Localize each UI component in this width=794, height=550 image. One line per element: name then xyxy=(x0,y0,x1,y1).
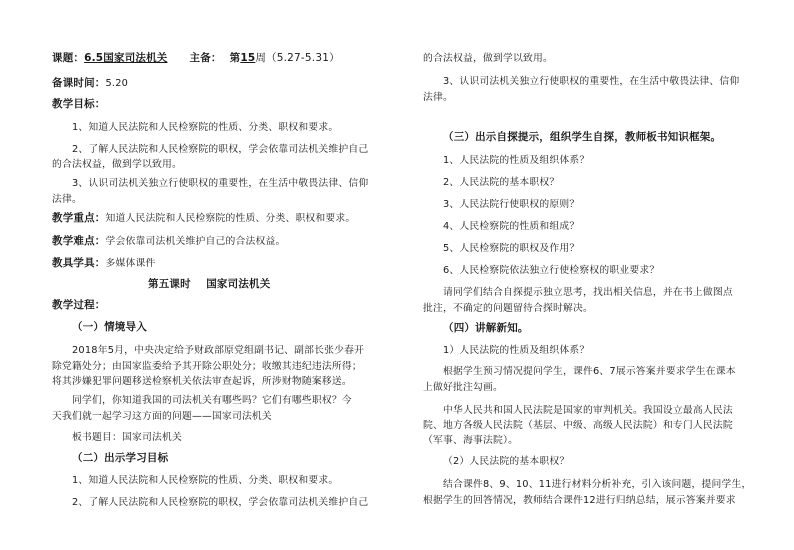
case-line-2: 除党籍处分；由国家监委给予其开除公职处分；收缴其违纪违法所得； xyxy=(52,361,362,372)
difficult-point-line xyxy=(52,235,285,248)
author-label: 主备： xyxy=(189,52,222,64)
header-line xyxy=(52,52,340,65)
difficult-point-label: 教学难点： xyxy=(52,235,106,247)
board-title-value: 国家司法机关 xyxy=(121,432,182,443)
subtopic-2: （2）人民法院的基本职权？ xyxy=(443,456,570,467)
explain-3-line-1: 结合课件8、9、10、11进行材料分析补充，引入该问题，提问学生， xyxy=(443,479,752,490)
hint-3: 3、人民法院行使职权的原则？ xyxy=(443,199,580,210)
learning-goal-2-line-1: 2、了解人民法院和人民检察院的职权，学会依靠司法机关维护自己 xyxy=(72,497,369,508)
key-point-label: 教学重点： xyxy=(52,212,106,224)
goal-3-line-1: 3、认识司法机关独立行使职权的重要性，在生活中敬畏法律、信仰 xyxy=(72,178,369,189)
learning-goal-3-line-2: 法律。 xyxy=(423,92,453,103)
week-suffix: 周（5.27-5.31） xyxy=(255,52,340,64)
hint-1: 1、人民法院的性质及组织体系？ xyxy=(443,155,590,166)
goal-2-line-1: 2、了解人民法院和人民检察院的职权，学会依靠司法机关维护自己 xyxy=(72,144,369,155)
question-line-1: 同学们，你知道我国的司法机关有哪些吗？它们有哪些职权？今 xyxy=(72,395,352,406)
hint-4: 4、人民检察院的性质和组成？ xyxy=(443,221,580,232)
explain-1-line-2: 上做好批注勾画。 xyxy=(423,382,503,393)
explain-3-line-2: 根据学生的回答情况，教师结合课件12进行归纳总结，展示答案并要求 xyxy=(423,495,736,506)
goal-3-line-2: 法律。 xyxy=(52,194,82,205)
goal-1: 1、知道人民法院和人民检察院的性质、分类、职权和要求。 xyxy=(72,122,339,133)
board-title-label: 板书题目： xyxy=(72,432,122,443)
section-2-heading: （二）出示学习目标 xyxy=(72,452,169,464)
board-title-line xyxy=(52,431,182,444)
goals-heading: 教学目标： xyxy=(52,98,106,110)
instruction-line-2: 批注，不确定的问题留待合探时解决。 xyxy=(423,303,593,314)
tools-label: 教具学具： xyxy=(52,257,106,269)
explain-1-line-1: 根据学生预习情况提问学生，课件6、7展示答案并要求学生在课本 xyxy=(443,366,736,377)
learning-goal-2-line-2: 的合法权益，做到学以致用。 xyxy=(423,53,553,64)
tools-line xyxy=(52,257,155,270)
case-line-3: 将其涉嫌犯罪问题移送检察机关依法审查起诉，所涉财物随案移送。 xyxy=(52,376,352,387)
lesson-title: 第五课时 国家司法机关 xyxy=(148,278,271,290)
difficult-point-value: 学会依靠司法机关维护自己的合法权益。 xyxy=(105,236,286,247)
goal-2-line-2: 的合法权益，做到学以致用。 xyxy=(52,159,182,170)
learning-goal-1: 1、知道人民法院和人民检察院的性质、分类、职权和要求。 xyxy=(72,475,339,486)
subtopic-1: 1）人民法院的性质及组织体系？ xyxy=(443,345,590,356)
prep-time-label: 备课时间： xyxy=(52,77,106,89)
explain-2-line-1: 中华人民共和国人民法院是国家的审判机关。我国设立最高人民法 xyxy=(443,405,733,416)
hint-5: 5、人民检察院的职权及作用？ xyxy=(443,243,580,254)
tools-value: 多媒体课件 xyxy=(105,258,156,269)
week-prefix: 第 xyxy=(229,52,241,64)
question-line-2: 天我们就一起学习这方面的问题——国家司法机关 xyxy=(52,411,272,422)
process-heading: 教学过程： xyxy=(52,299,106,311)
section-4-heading: （四）讲解新知。 xyxy=(443,322,529,334)
hint-2: 2、人民法院的基本职权？ xyxy=(443,177,560,188)
case-line-1: 2018年5月，中央决定给予财政部原党组副书记、副部长张少春开 xyxy=(72,345,365,356)
instruction-line-1: 请同学们结合自探提示独立思考，找出相关信息，并在书上做图点 xyxy=(443,287,733,298)
hint-6: 6、人民检察院依法独立行使检察权的职业要求？ xyxy=(443,265,660,276)
explain-2-line-3: （军事、海事法院）。 xyxy=(423,435,519,446)
prep-time-value: 5.20 xyxy=(105,78,129,89)
explain-2-line-2: 院、地方各级人民法院（基层、中级、高级人民法院）和专门人民法院 xyxy=(423,420,733,431)
key-point-value: 知道人民法院和人民检察院的性质、分类、职权和要求。 xyxy=(105,213,356,224)
section-1-heading: （一）情境导入 xyxy=(72,321,147,333)
section-3-heading: （三）出示自探提示，组织学生自探，教师板书知识框架。 xyxy=(443,131,722,143)
prep-time-line xyxy=(52,77,128,90)
topic-label: 课题： xyxy=(52,52,85,64)
key-point-line xyxy=(52,212,355,225)
topic-value: 6.5国家司法机关 xyxy=(84,52,168,64)
learning-goal-3-line-1: 3、认识司法机关独立行使职权的重要性，在生活中敬畏法律、信仰 xyxy=(443,76,740,87)
week-number: 15 xyxy=(240,52,256,64)
